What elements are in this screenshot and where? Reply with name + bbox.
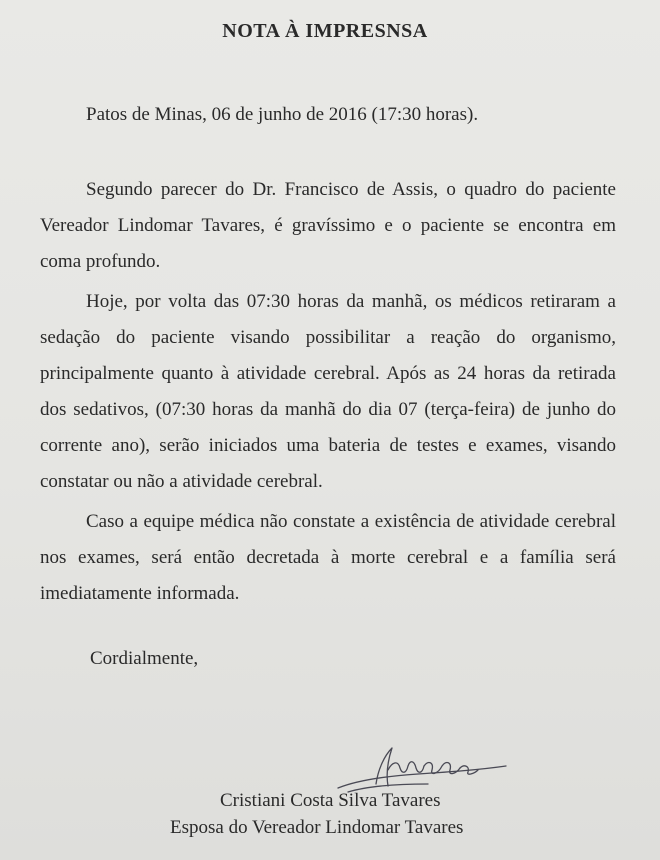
paragraph-2: Hoje, por volta das 07:30 horas da manhã, os médicos retiraram a sedação do paciente visando possibilitar a reação do organismo, principalmente quanto à atividade cerebral. Após as 24 horas da retirada dos sedativos, (07:30 horas da manhã do dia 07 (terça-feira) de junho do corrente ano), serão iniciados uma bateria de testes e exames, visando constatar ou não a atividade cerebral. [40, 291, 616, 492]
signer-name: Cristiani Costa Silva Tavares [220, 790, 441, 811]
paragraph-3: Caso a equipe médica não constate a existência de atividade cerebral nos exames, será então decretada à morte cerebral e a família será imediatamente informada. [40, 511, 616, 604]
paragraph-1: Segundo parecer do Dr. Francisco de Assis, o quadro do paciente Vereador Lindomar Tavares, é gravíssimo e o paciente se encontra em coma profundo. [40, 179, 616, 272]
closing: Cordialmente, [90, 648, 199, 669]
signer-role: Esposa do Vereador Lindomar Tavares [170, 817, 464, 838]
date-line: Patos de Minas, 06 de junho de 2016 (17:30 horas). [86, 104, 479, 125]
document-title: NOTA À IMPRESNSA [222, 20, 428, 42]
